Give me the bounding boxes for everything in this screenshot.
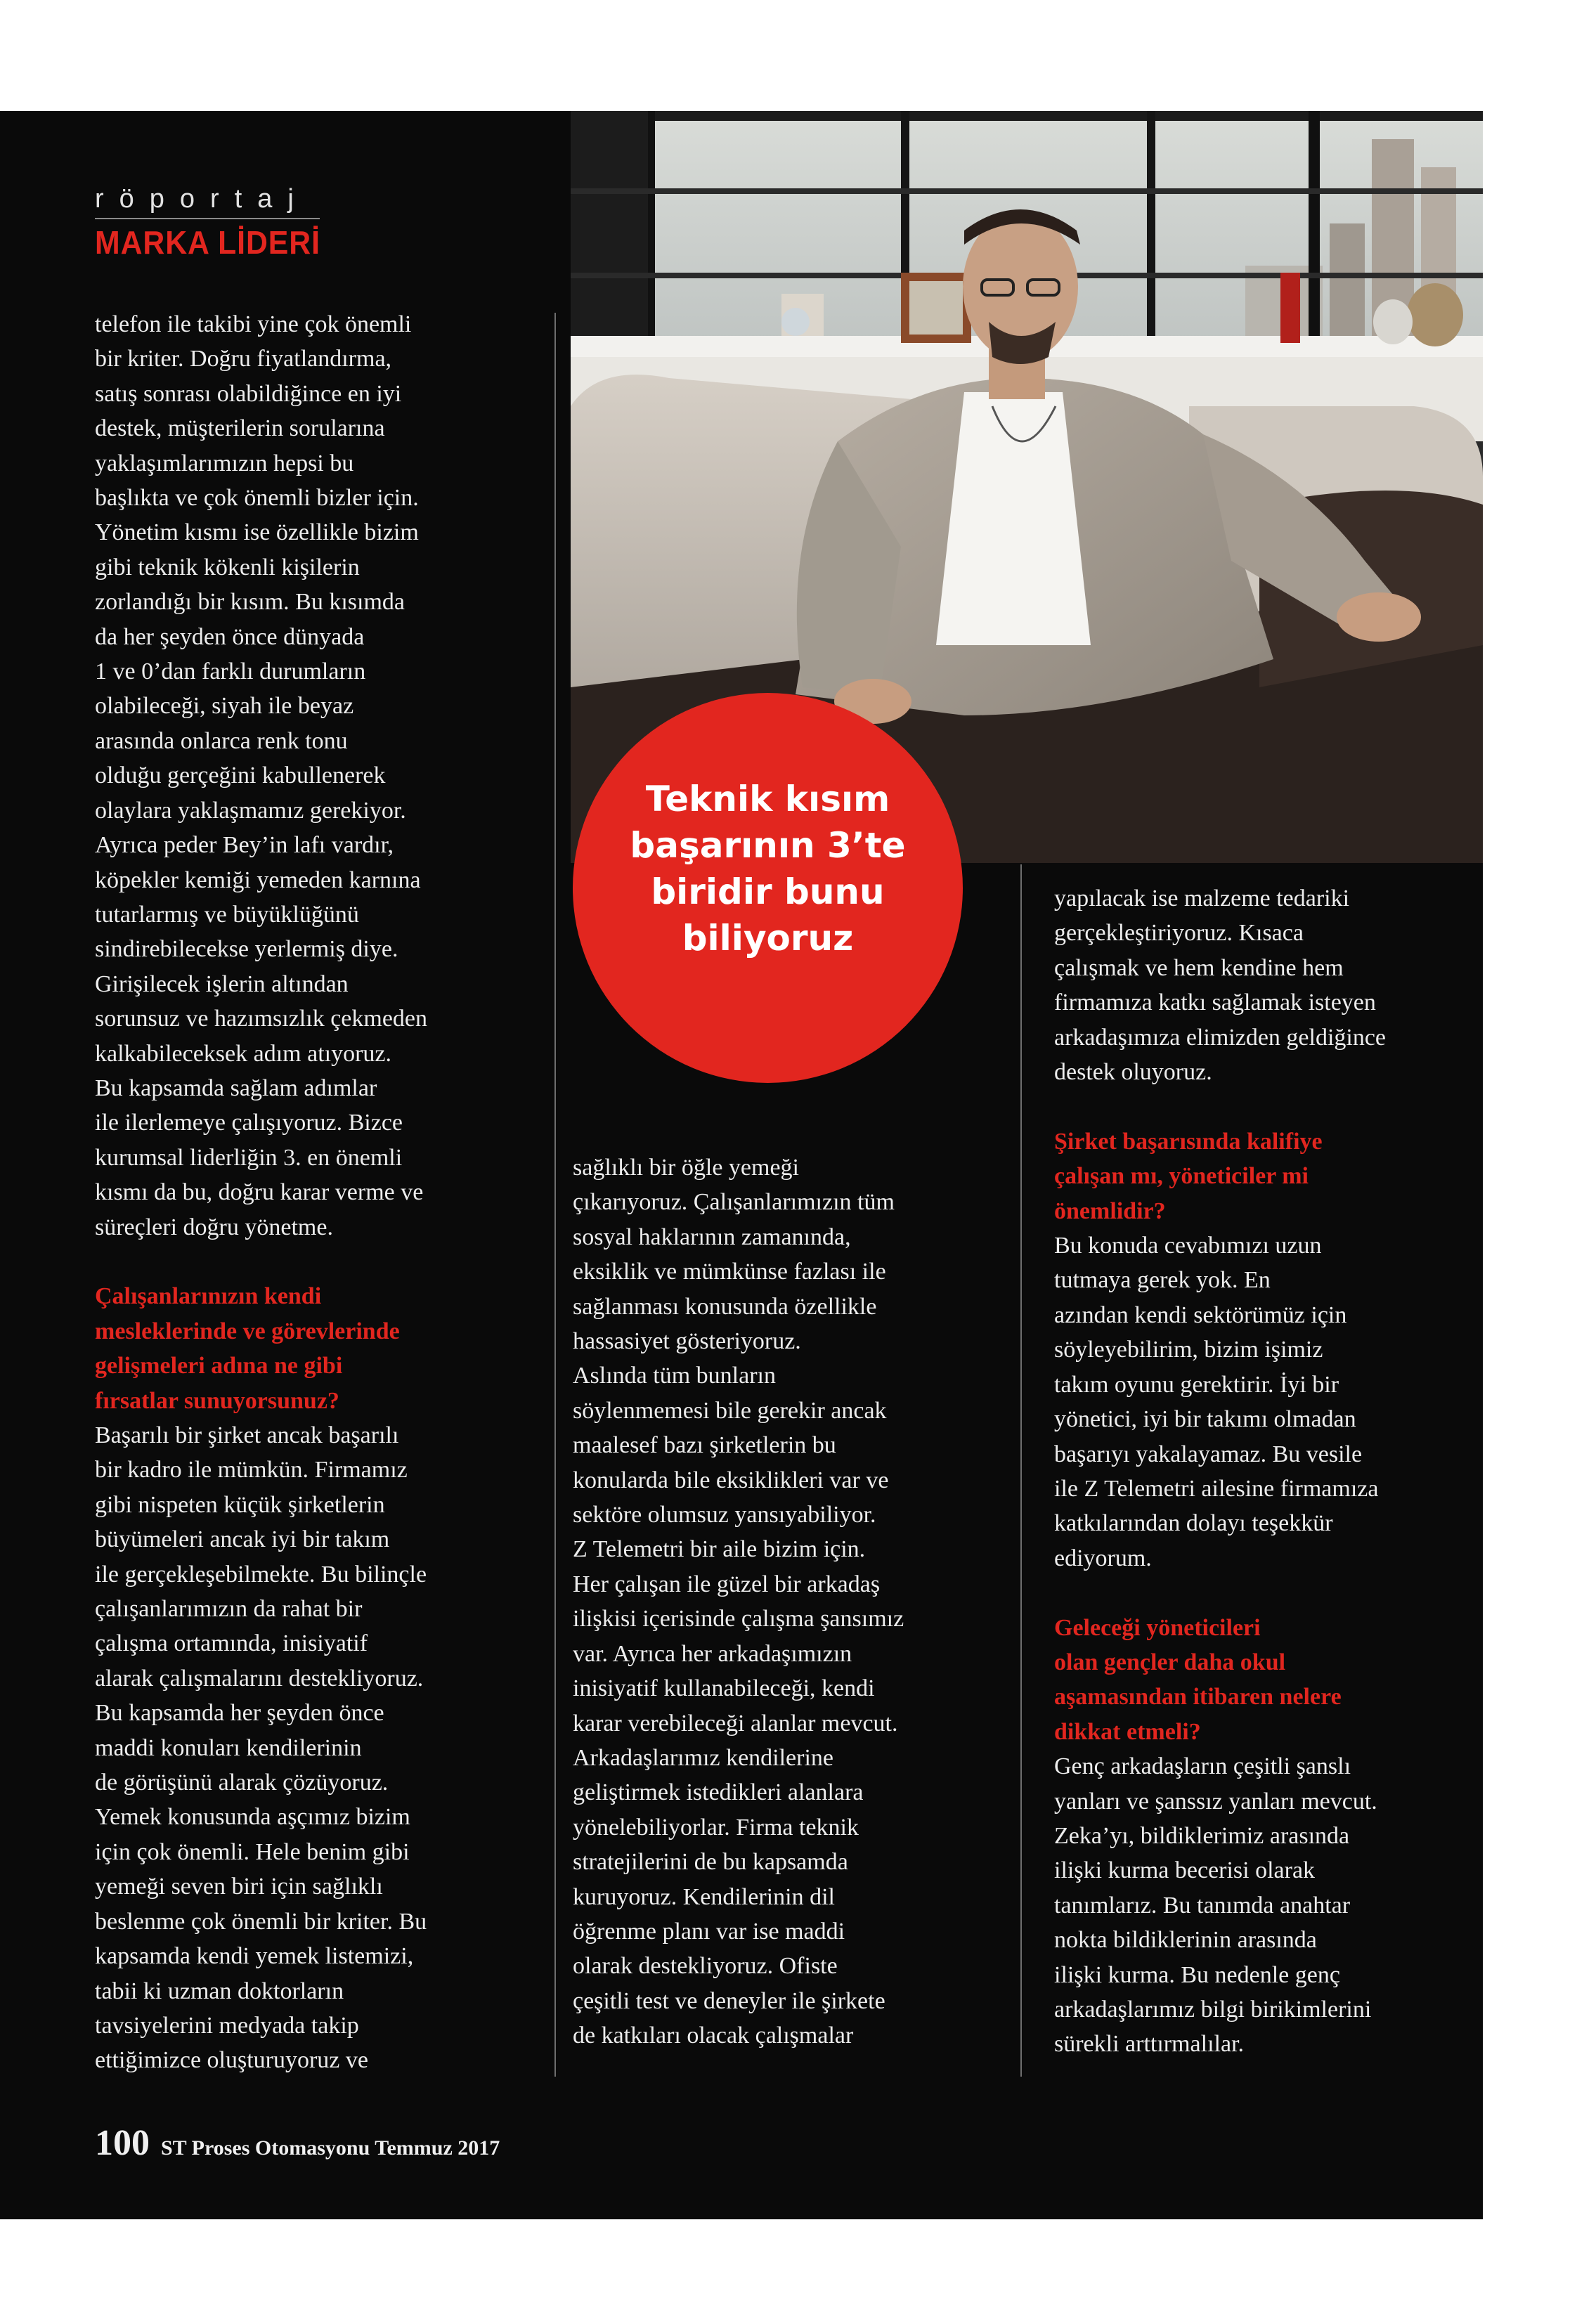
article-column-2 <box>573 1150 1023 2053</box>
page-number: 100 <box>95 2123 150 2163</box>
kicker-label: röportaj <box>95 184 309 214</box>
article-column-1 <box>95 307 545 2078</box>
kicker-underline <box>95 218 320 219</box>
paragraph: Başarılı bir şirket ancak başarılı bir kadro ile mümkün. Firmamız gibi nispeten küçük şirketlerin büyümeleri ancak iyi bir takım ile gerçekleşebilmekte. Bu bilinçle çalışanlarımızın da rahat bir çalışma ortamında, inisiyatif alarak çalışmalarını destekliyoruz. Bu kapsamda her şeyden önce maddi konuları kendilerinin de görüşünü alarak çözüyoruz. Yemek konusunda aşçımız bizim için çok önemli. Hele benim gibi yemeği seven biri için sağlıklı beslenme çok önemli bir kriter. Bu kapsamda kendi yemek listemizi, tabii ki uzman doktorların tavsiyelerini medyada takip ettiğimizce oluşturuyoruz ve <box>95 1422 427 2074</box>
interview-question: Geleceği yöneticileri olan gençler daha okul aşamasından itibaren nelere dikkat etmeli? <box>1054 1614 1342 1745</box>
page-footer <box>95 2122 500 2164</box>
paragraph: telefon ile takibi yine çok önemli bir kriter. Doğru fiyatlandırma, satış sonrası olabildiğince en iyi destek, müşterilerin sorularına yaklaşımlarımızın hepsi bu başlıkta ve çok önemli bizler için. Yönetim kısmı ise özellikle bizim gibi teknik kökenli kişilerin zorlandığı bir kısım. Bu kısımda da her şeyden önce dünyada 1 ve 0’dan farklı durumların olabileceği, siyah ile beyaz arasında onlarca renk tonu olduğu gerçeğini kabullenerek olaylara yaklaşmamız gerekiyor. Ayrıca peder Bey’in lafı vardır, köpekler kemiği yemeden karnına tutarlarmış ve büyüklüğünü sindirebilecekse yerlermiş diye. Girişilecek işlerin altından sorunsuz ve hazımsızlık çekmeden kalkabileceksek adım atıyoruz. Bu kapsamda sağlam adımlar ile ilerlemeye çalışıyoruz. Bizce kurumsal liderliğin 3. en önemli kısmı da bu, doğru karar verme ve süreçleri doğru yönetme. <box>95 311 428 1240</box>
pull-quote-circle <box>573 693 963 1083</box>
paragraph: yapılacak ise malzeme tedariki gerçekleştiriyoruz. Kısaca çalışmak ve hem kendine hem firmamıza katkı sağlamak isteyen arkadaşımıza elimizden geldiğince destek oluyoruz. <box>1054 885 1387 1086</box>
paragraph: sağlıklı bir öğle yemeği çıkarıyoruz. Çalışanlarımızın tüm sosyal haklarının zamanında, eksiklik ve mümkünse fazlası ile sağlanması konusunda özellikle hassasiyet gösteriyoruz. Aslında tüm bunların söylenmemesi bile gerekir ancak maalesef bazı şirketlerin bu konularda bile eksiklikleri var ve sektöre olumsuz yansıyabiliyor. Z Telemetri bir aile bizim için. Her çalışan ile güzel bir arkadaş ilişkisi içerisinde çalışma şansımız var. Ayrıca her arkadaşımızın inisiyatif kullanabileceği, kendi karar verebileceği alanlar mevcut. Arkadaşlarımız kendilerine geliştirmek istedikleri alanlara yönelebiliyorlar. Firma teknik stratejilerini de bu kapsamda kuruyoruz. Kendilerinin dil öğrenme planı var ise maddi olarak destekliyoruz. Ofiste çeşitli test ve deneyler ile şirkete de katkıları olacak çalışmalar <box>573 1155 904 2049</box>
article-column-3 <box>1054 881 1476 2062</box>
paragraph: Genç arkadaşların çeşitli şanslı yanları ve şanssız yanları mevcut. Zeka’yı, bildiklerimiz arasında ilişki kurma becerisi olarak tanımlarız. Bu tanımda anahtar nokta bildiklerinin arasında ilişki kurma. Bu nedenle genç arkadaşlarımız bilgi birikimlerini sürekli arttırmalılar. <box>1054 1753 1377 2058</box>
interview-question: Çalışanlarınızın kendi mesleklerinde ve görevlerinde gelişmeleri adına ne gibi fırsatlar sunuyorsunuz? <box>95 1283 400 1414</box>
column-divider-1 <box>554 313 556 2077</box>
pull-quote-text: Teknik kısım başarının 3’te biridir bunu biliyoruz <box>630 778 906 959</box>
magazine-issue: ST Proses Otomasyonu Temmuz 2017 <box>161 2136 500 2160</box>
interview-question: Şirket başarısında kalifiye çalışan mı, yöneticiler mi önemlidir? <box>1054 1128 1323 1224</box>
paragraph: Bu konuda cevabımızı uzun tutmaya gerek yok. En azından kendi sektörümüz için söyleyebilirim, bizim işimiz takım oyunu gerektirir. İyi bir yönetici, iyi bir takımı olmadan başarıyı yakalayamaz. Bu vesile ile Z Telemetri ailesine firmamıza katkılarından dolayı teşekkür ediyorum. <box>1054 1233 1379 1571</box>
section-title: MARKA LİDERİ <box>95 224 320 261</box>
